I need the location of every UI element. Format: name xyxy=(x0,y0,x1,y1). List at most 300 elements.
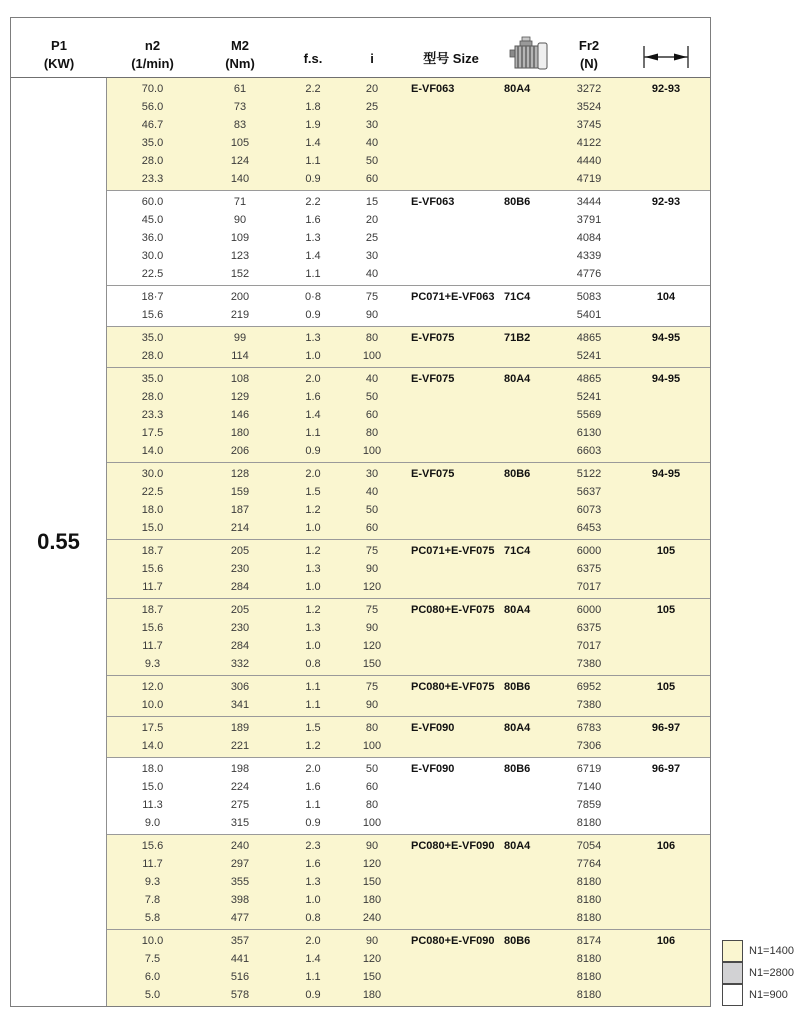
cell-fs: 2.0 xyxy=(305,373,321,385)
cell-i: 40 xyxy=(365,137,379,149)
cell-m2: 341 xyxy=(230,699,250,711)
cell-n2: 15.6 xyxy=(141,622,164,634)
cell-n2: 14.0 xyxy=(141,445,164,457)
cell-size: 80B6 xyxy=(504,763,531,775)
gearmotor-rating-table xyxy=(10,17,711,1007)
speed-legend xyxy=(722,940,794,1006)
cell-fs: 0·8 xyxy=(305,291,321,303)
cell-i: 90 xyxy=(365,840,379,852)
cell-m2: 146 xyxy=(230,409,250,421)
cell-n2: 5.0 xyxy=(144,989,161,1001)
table-row xyxy=(107,678,710,696)
cell-m2: 105 xyxy=(230,137,250,149)
cell-n2: 17.5 xyxy=(141,427,164,439)
cell-fs: 1.6 xyxy=(305,391,321,403)
cell-fr2: 6000 xyxy=(576,604,602,616)
cell-m2: 332 xyxy=(230,658,250,670)
cell-fr2: 4339 xyxy=(576,250,602,262)
table-row xyxy=(107,932,710,950)
cell-i: 50 xyxy=(365,155,379,167)
cell-fr2: 6375 xyxy=(576,563,602,575)
cell-m2: 230 xyxy=(230,622,250,634)
header-fs-label: f.s. xyxy=(303,50,323,66)
cell-n2: 11.3 xyxy=(142,799,163,811)
column-header-i xyxy=(344,18,400,77)
p1-power-value: 0.55 xyxy=(37,529,80,554)
cell-fr2: 4865 xyxy=(576,373,602,385)
cell-pages: 96-97 xyxy=(651,763,681,775)
cell-fs: 2.2 xyxy=(305,196,321,208)
cell-size: 80A4 xyxy=(504,373,531,385)
cell-fs: 1.1 xyxy=(305,699,321,711)
cell-i: 60 xyxy=(365,781,379,793)
table-row xyxy=(107,778,710,796)
table-row xyxy=(107,655,710,673)
cell-fs: 0.9 xyxy=(305,173,321,185)
cell-m2: 128 xyxy=(230,468,250,480)
cell-model: PC080+E-VF090 xyxy=(411,935,495,947)
cell-fr2: 8180 xyxy=(576,953,602,965)
cell-fr2: 5401 xyxy=(576,309,602,321)
cell-n2: 28.0 xyxy=(141,391,164,403)
cell-model: PC071+E-VF063 xyxy=(411,291,495,303)
table-row xyxy=(107,542,710,560)
cell-fs: 0.9 xyxy=(305,989,321,1001)
cell-fs: 1.0 xyxy=(305,581,321,593)
cell-fr2: 8180 xyxy=(576,817,602,829)
cell-i: 90 xyxy=(365,699,379,711)
cell-i: 150 xyxy=(362,876,382,888)
cell-i: 90 xyxy=(365,309,379,321)
table-row xyxy=(107,578,710,596)
cell-i: 75 xyxy=(365,545,379,557)
cell-fs: 0.9 xyxy=(305,309,321,321)
cell-n2: 18.7 xyxy=(141,604,164,616)
cell-pages: 92-93 xyxy=(651,196,681,208)
header-m2-line2: (Nm) xyxy=(225,55,255,71)
cell-size: 80B6 xyxy=(504,196,531,208)
dimension-arrow-icon xyxy=(622,18,710,77)
cell-fs: 1.3 xyxy=(305,232,321,244)
column-header-fr2 xyxy=(556,18,622,77)
legend-item-n1-1400 xyxy=(722,940,794,962)
cell-fs: 1.1 xyxy=(305,427,321,439)
cell-pages: 106 xyxy=(656,840,676,852)
cell-m2: 221 xyxy=(230,740,250,752)
table-row xyxy=(107,465,710,483)
cell-fr2: 6603 xyxy=(576,445,602,457)
table-row xyxy=(107,483,710,501)
cell-fr2: 3745 xyxy=(576,119,602,131)
cell-i: 120 xyxy=(362,858,382,870)
cell-m2: 205 xyxy=(230,545,250,557)
cell-pages: 94-95 xyxy=(651,373,681,385)
cell-fr2: 7140 xyxy=(576,781,602,793)
cell-m2: 140 xyxy=(230,173,250,185)
table-row xyxy=(107,719,710,737)
table-row xyxy=(107,388,710,406)
p1-power-cell xyxy=(11,78,107,1006)
cell-fs: 1.1 xyxy=(305,799,321,811)
header-n2-line1: n2 xyxy=(144,37,161,53)
cell-i: 150 xyxy=(362,658,382,670)
cell-fr2: 8180 xyxy=(576,912,602,924)
cell-i: 100 xyxy=(362,445,382,457)
table-row xyxy=(107,370,710,388)
cell-fr2: 3272 xyxy=(576,83,602,95)
cell-fr2: 4865 xyxy=(576,332,602,344)
cell-fs: 1.2 xyxy=(305,740,321,752)
cell-fr2: 5637 xyxy=(576,486,602,498)
cell-n2: 15.6 xyxy=(141,309,164,321)
cell-i: 120 xyxy=(362,953,382,965)
cell-i: 60 xyxy=(365,173,379,185)
cell-m2: 297 xyxy=(230,858,250,870)
table-row xyxy=(107,909,710,927)
cell-fs: 1.1 xyxy=(305,268,321,280)
cell-m2: 355 xyxy=(230,876,250,888)
cell-m2: 477 xyxy=(230,912,250,924)
header-fr2-line2: (N) xyxy=(579,55,599,71)
cell-i: 80 xyxy=(365,427,379,439)
cell-m2: 230 xyxy=(230,563,250,575)
rating-block xyxy=(107,599,710,676)
cell-n2: 11.7 xyxy=(142,640,163,652)
cell-i: 150 xyxy=(362,971,382,983)
table-row xyxy=(107,737,710,755)
rating-block xyxy=(107,930,710,1006)
cell-n2: 15.6 xyxy=(141,840,164,852)
cell-m2: 214 xyxy=(230,522,250,534)
cell-fs: 1.5 xyxy=(305,486,321,498)
cell-size: 71B2 xyxy=(504,332,531,344)
cell-i: 40 xyxy=(365,268,379,280)
table-row xyxy=(107,891,710,909)
rating-block xyxy=(107,463,710,540)
cell-fs: 1.4 xyxy=(305,953,321,965)
cell-fs: 1.2 xyxy=(305,604,321,616)
cell-fr2: 7017 xyxy=(576,640,602,652)
cell-n2: 9.3 xyxy=(144,876,161,888)
cell-fs: 1.4 xyxy=(305,137,321,149)
cell-fs: 0.9 xyxy=(305,445,321,457)
legend-label: N1=2800 xyxy=(749,967,794,979)
cell-n2: 35.0 xyxy=(141,373,164,385)
cell-n2: 17.5 xyxy=(141,722,164,734)
table-row xyxy=(107,306,710,324)
cell-fs: 1.0 xyxy=(305,522,321,534)
table-row xyxy=(107,837,710,855)
cell-m2: 284 xyxy=(230,581,250,593)
cell-fr2: 8180 xyxy=(576,989,602,1001)
cell-i: 20 xyxy=(365,214,379,226)
cell-fs: 1.4 xyxy=(305,250,321,262)
cell-pages: 96-97 xyxy=(651,722,681,734)
cell-m2: 441 xyxy=(230,953,250,965)
rating-block xyxy=(107,368,710,463)
cell-i: 120 xyxy=(362,581,382,593)
cell-fr2: 3791 xyxy=(576,214,602,226)
table-row xyxy=(107,501,710,519)
table-row xyxy=(107,170,710,188)
header-m2-line1: M2 xyxy=(230,37,250,53)
cell-fs: 0.8 xyxy=(305,912,321,924)
cell-pages: 92-93 xyxy=(651,83,681,95)
table-header xyxy=(11,18,710,78)
rating-block xyxy=(107,835,710,930)
cell-n2: 9.0 xyxy=(144,817,161,829)
cell-i: 100 xyxy=(362,350,382,362)
cell-fr2: 6453 xyxy=(576,522,602,534)
cell-m2: 109 xyxy=(230,232,250,244)
cell-i: 50 xyxy=(365,391,379,403)
cell-m2: 61 xyxy=(233,83,247,95)
cell-n2: 30.0 xyxy=(141,250,164,262)
cell-n2: 12.0 xyxy=(141,681,164,693)
cell-size: 80B6 xyxy=(504,468,531,480)
table-row xyxy=(107,211,710,229)
cell-n2: 15.6 xyxy=(141,563,164,575)
cell-n2: 6.0 xyxy=(144,971,161,983)
cell-model: PC080+E-VF075 xyxy=(411,604,495,616)
cell-m2: 224 xyxy=(230,781,250,793)
table-row xyxy=(107,442,710,460)
cell-fs: 2.3 xyxy=(305,840,321,852)
cell-n2: 35.0 xyxy=(141,137,164,149)
table-row xyxy=(107,424,710,442)
cell-m2: 357 xyxy=(230,935,250,947)
cell-i: 30 xyxy=(365,119,379,131)
cell-n2: 60.0 xyxy=(141,196,164,208)
legend-item-n1-2800 xyxy=(722,962,794,984)
cell-m2: 206 xyxy=(230,445,250,457)
cell-i: 180 xyxy=(362,989,382,1001)
legend-swatch-yellow xyxy=(722,940,743,962)
cell-i: 80 xyxy=(365,332,379,344)
cell-fr2: 5241 xyxy=(576,350,602,362)
cell-n2: 7.5 xyxy=(144,953,161,965)
cell-fr2: 5122 xyxy=(576,468,602,480)
cell-m2: 180 xyxy=(230,427,250,439)
cell-fr2: 4719 xyxy=(576,173,602,185)
cell-fr2: 6000 xyxy=(576,545,602,557)
cell-m2: 99 xyxy=(233,332,247,344)
cell-fr2: 4440 xyxy=(576,155,602,167)
cell-m2: 240 xyxy=(230,840,250,852)
table-row xyxy=(107,968,710,986)
cell-m2: 114 xyxy=(231,350,249,362)
table-row xyxy=(107,696,710,714)
cell-pages: 105 xyxy=(656,681,676,693)
cell-n2: 18.7 xyxy=(141,545,164,557)
cell-fs: 1.3 xyxy=(305,876,321,888)
cell-fr2: 8180 xyxy=(576,876,602,888)
cell-pages: 104 xyxy=(656,291,676,303)
cell-i: 80 xyxy=(365,722,379,734)
rating-block xyxy=(107,717,710,758)
legend-swatch-gray xyxy=(722,962,743,984)
header-model-label: 型号 Size xyxy=(423,50,479,66)
cell-size: 80B6 xyxy=(504,935,531,947)
cell-n2: 10.0 xyxy=(141,699,164,711)
cell-fs: 1.0 xyxy=(305,894,321,906)
rating-block xyxy=(107,676,710,717)
cell-model: E-VF090 xyxy=(411,722,455,734)
cell-m2: 219 xyxy=(230,309,250,321)
cell-i: 90 xyxy=(365,935,379,947)
cell-m2: 90 xyxy=(233,214,247,226)
cell-fs: 1.2 xyxy=(305,545,321,557)
cell-fr2: 8180 xyxy=(576,971,602,983)
table-row xyxy=(107,329,710,347)
cell-i: 75 xyxy=(365,681,379,693)
cell-m2: 198 xyxy=(230,763,250,775)
table-row xyxy=(107,637,710,655)
legend-label: N1=1400 xyxy=(749,945,794,957)
cell-m2: 284 xyxy=(230,640,250,652)
table-blocks xyxy=(107,78,710,1006)
cell-fr2: 6375 xyxy=(576,622,602,634)
cell-m2: 306 xyxy=(230,681,250,693)
table-row xyxy=(107,560,710,578)
table-row xyxy=(107,760,710,778)
table-row xyxy=(107,814,710,832)
cell-i: 60 xyxy=(365,409,379,421)
cell-n2: 10.0 xyxy=(141,935,164,947)
cell-n2: 11.7 xyxy=(142,581,163,593)
header-n2-line2: (1/min) xyxy=(131,55,174,71)
cell-n2: 11.7 xyxy=(142,858,163,870)
cell-size: 80B6 xyxy=(504,681,531,693)
cell-n2: 30.0 xyxy=(141,468,164,480)
cell-fs: 0.8 xyxy=(305,658,321,670)
cell-m2: 315 xyxy=(230,817,250,829)
cell-i: 50 xyxy=(365,504,379,516)
cell-n2: 28.0 xyxy=(141,350,164,362)
cell-i: 90 xyxy=(365,563,379,575)
cell-fr2: 6130 xyxy=(576,427,602,439)
cell-fs: 2.0 xyxy=(305,935,321,947)
cell-fr2: 4122 xyxy=(576,137,602,149)
cell-pages: 106 xyxy=(656,935,676,947)
table-row xyxy=(107,247,710,265)
cell-fr2: 4084 xyxy=(576,232,602,244)
cell-size: 71C4 xyxy=(504,545,531,557)
cell-fs: 1.1 xyxy=(305,681,321,693)
table-row xyxy=(107,193,710,211)
cell-fs: 1.6 xyxy=(305,781,321,793)
cell-i: 40 xyxy=(365,373,379,385)
cell-m2: 578 xyxy=(230,989,250,1001)
cell-pages: 94-95 xyxy=(651,468,681,480)
cell-fr2: 7054 xyxy=(576,840,602,852)
cell-n2: 18.0 xyxy=(141,504,164,516)
cell-fr2: 6719 xyxy=(576,763,602,775)
table-row xyxy=(107,519,710,537)
cell-fr2: 6952 xyxy=(576,681,602,693)
cell-n2: 36.0 xyxy=(141,232,164,244)
table-row xyxy=(107,347,710,365)
table-row xyxy=(107,288,710,306)
cell-fr2: 6073 xyxy=(576,504,602,516)
cell-fr2: 7859 xyxy=(576,799,602,811)
rating-block xyxy=(107,191,710,286)
cell-m2: 108 xyxy=(230,373,250,385)
cell-fs: 1.1 xyxy=(305,155,321,167)
table-row xyxy=(107,116,710,134)
rating-block xyxy=(107,540,710,599)
rating-block xyxy=(107,758,710,835)
cell-pages: 94-95 xyxy=(651,332,681,344)
cell-fr2: 3524 xyxy=(576,101,602,113)
header-p1-line2: (KW) xyxy=(43,55,75,71)
cell-m2: 516 xyxy=(230,971,250,983)
cell-m2: 275 xyxy=(230,799,250,811)
cell-m2: 189 xyxy=(230,722,250,734)
cell-model: PC080+E-VF090 xyxy=(411,840,495,852)
cell-model: E-VF075 xyxy=(411,373,455,385)
header-fr2-line1: Fr2 xyxy=(578,37,600,53)
cell-i: 180 xyxy=(362,894,382,906)
cell-size: 80A4 xyxy=(504,83,531,95)
table-row xyxy=(107,986,710,1004)
cell-fr2: 6783 xyxy=(576,722,602,734)
rating-block xyxy=(107,286,710,327)
table-row xyxy=(107,855,710,873)
motor-icon xyxy=(502,18,556,77)
cell-n2: 23.3 xyxy=(141,409,164,421)
cell-fr2: 5569 xyxy=(576,409,602,421)
cell-n2: 18.0 xyxy=(141,763,164,775)
cell-fs: 1.2 xyxy=(305,504,321,516)
cell-m2: 129 xyxy=(230,391,250,403)
table-row xyxy=(107,98,710,116)
cell-m2: 205 xyxy=(230,604,250,616)
cell-size: 71C4 xyxy=(504,291,531,303)
cell-i: 60 xyxy=(365,522,379,534)
cell-i: 25 xyxy=(365,101,379,113)
cell-model: E-VF075 xyxy=(411,332,455,344)
cell-fs: 1.4 xyxy=(305,409,321,421)
cell-i: 30 xyxy=(365,468,379,480)
table-row xyxy=(107,873,710,891)
cell-fs: 1.0 xyxy=(305,350,321,362)
cell-fr2: 7380 xyxy=(576,699,602,711)
cell-n2: 46.7 xyxy=(141,119,164,131)
cell-m2: 124 xyxy=(230,155,250,167)
cell-size: 80A4 xyxy=(504,840,531,852)
cell-i: 15 xyxy=(365,196,379,208)
cell-fr2: 5241 xyxy=(576,391,602,403)
cell-model: E-VF063 xyxy=(411,196,455,208)
cell-n2: 14.0 xyxy=(141,740,164,752)
cell-fs: 2.0 xyxy=(305,468,321,480)
cell-n2: 22.5 xyxy=(141,268,164,280)
cell-i: 20 xyxy=(365,83,379,95)
cell-fs: 2.2 xyxy=(305,83,321,95)
cell-fs: 1.5 xyxy=(305,722,321,734)
cell-m2: 187 xyxy=(230,504,250,516)
cell-fs: 1.1 xyxy=(305,971,321,983)
cell-fs: 1.3 xyxy=(305,332,321,344)
rating-block xyxy=(107,78,710,191)
cell-n2: 56.0 xyxy=(141,101,164,113)
cell-m2: 73 xyxy=(233,101,247,113)
cell-i: 75 xyxy=(365,604,379,616)
cell-i: 100 xyxy=(362,740,382,752)
cell-n2: 18·7 xyxy=(141,291,164,303)
cell-fr2: 7380 xyxy=(576,658,602,670)
